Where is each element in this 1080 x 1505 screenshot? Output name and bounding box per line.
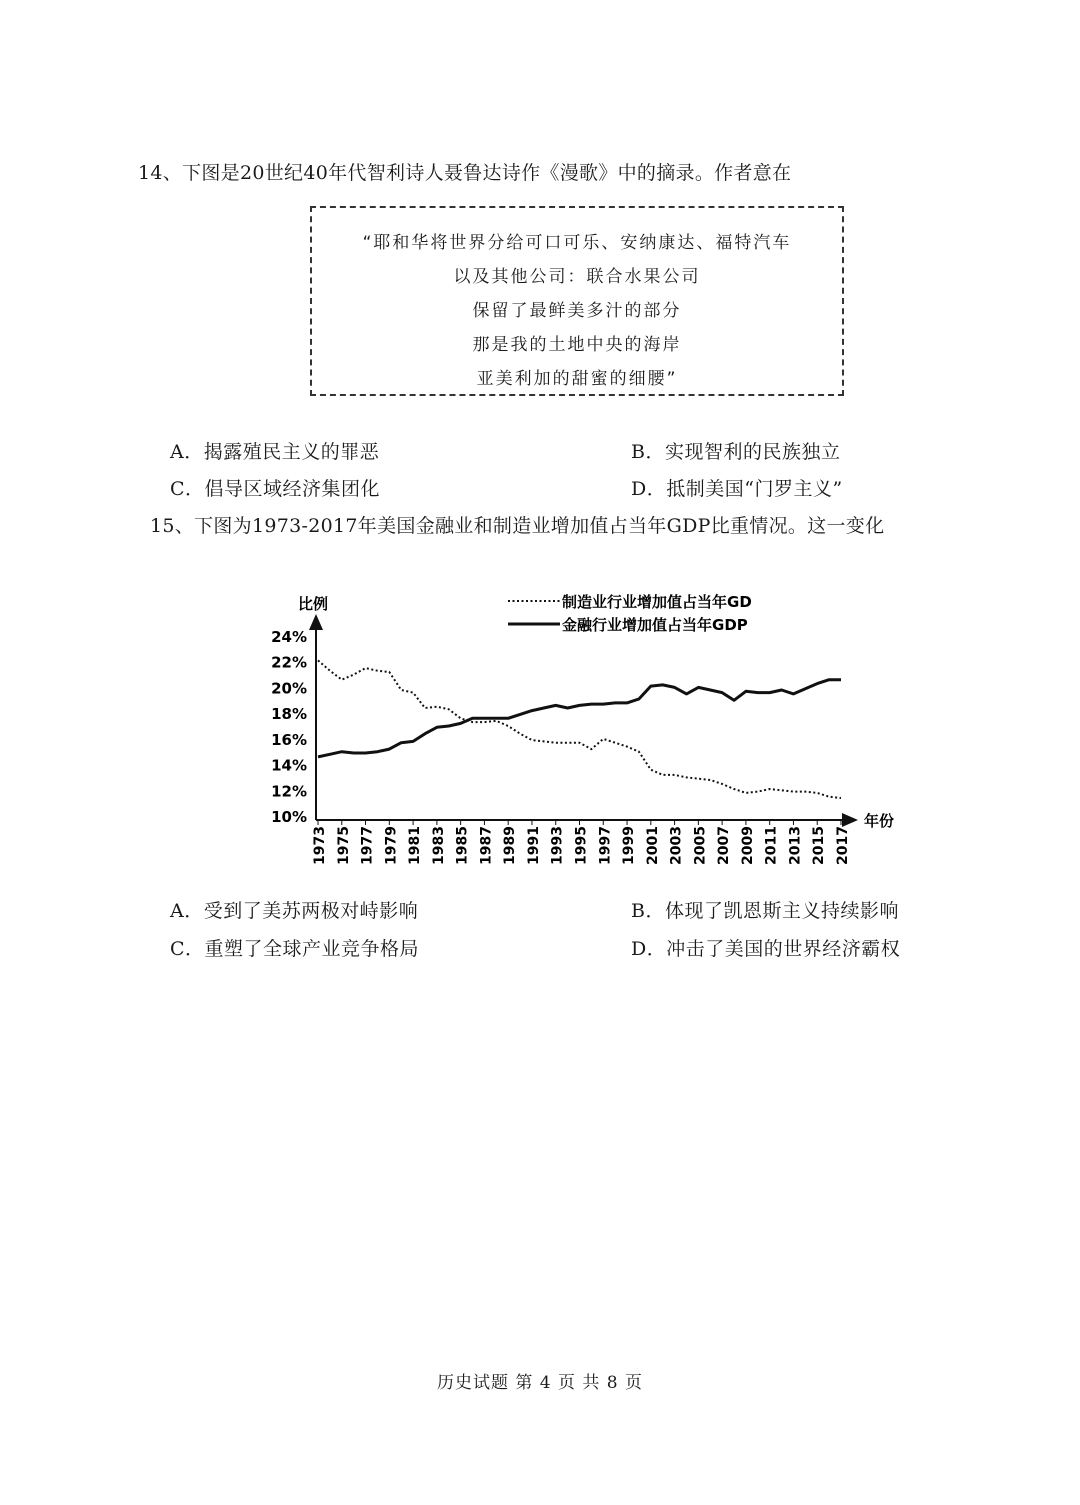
poem-line-3: 保留了最鲜美多汁的部分 xyxy=(472,301,682,321)
x-axis-label: 年份 xyxy=(864,812,895,830)
x-tick-label: 2009 xyxy=(739,826,756,865)
q15-option-a: A．受到了美苏两极对峙影响 xyxy=(170,900,419,922)
y-tick-label: 16% xyxy=(271,730,307,749)
y-tick-label: 20% xyxy=(271,679,307,698)
x-tick-label: 2001 xyxy=(644,826,661,865)
q15-stem: 15、下图为1973-2017年美国金融业和制造业增加值占当年GDP比重情况。这一变化 xyxy=(150,515,885,537)
x-tick-label: 1999 xyxy=(621,826,638,865)
x-tick-label: 2007 xyxy=(716,826,733,865)
q14-stem: 14、下图是20世纪40年代智利诗人聂鲁达诗作《漫歌》中的摘录。作者意在 xyxy=(138,162,792,184)
legend-label-2: 金融行业增加值占当年GDP xyxy=(562,616,748,634)
y-axis-arrow xyxy=(309,614,323,630)
y-tick-label: 24% xyxy=(271,628,307,646)
q14-option-a: A．揭露殖民主义的罪恶 xyxy=(170,441,380,463)
x-tick-label: 2003 xyxy=(668,826,685,865)
page-footer: 历史试题 第 4 页 共 8 页 xyxy=(436,1373,644,1393)
q15-option-b: B．体现了凯恩斯主义持续影响 xyxy=(631,900,899,922)
x-tick-label: 1989 xyxy=(502,826,519,865)
x-tick-labels xyxy=(312,820,851,865)
poem-line-2: 以及其他公司：联合水果公司 xyxy=(453,267,701,287)
y-tick-label: 12% xyxy=(271,782,307,801)
chart-axes xyxy=(309,614,858,827)
poem-line-5: 亚美利加的甜蜜的细腰” xyxy=(476,369,678,389)
y-axis-label: 比例 xyxy=(298,595,329,613)
x-tick-label: 1983 xyxy=(430,826,447,865)
q14-option-d: D．抵制美国“门罗主义” xyxy=(631,478,843,500)
y-tick-label: 18% xyxy=(271,705,307,724)
x-tick-label: 1977 xyxy=(359,826,376,865)
y-tick-label: 14% xyxy=(271,756,307,775)
poem-line-4: 那是我的土地中央的海岸 xyxy=(472,335,682,355)
q15-option-d: D．冲击了美国的世界经济霸权 xyxy=(631,938,901,960)
x-tick-label: 1973 xyxy=(312,826,328,865)
x-tick-label: 2011 xyxy=(763,826,780,865)
chart-legend xyxy=(508,593,752,634)
y-tick-labels xyxy=(271,628,307,826)
y-tick-label: 22% xyxy=(271,653,307,672)
poem-line-1: “耶和华将世界分给可口可乐、安纳康达、福特汽车 xyxy=(362,233,792,253)
x-tick-label: 1987 xyxy=(478,826,495,865)
q15-option-c: C．重塑了全球产业竞争格局 xyxy=(170,938,420,960)
chart-series xyxy=(318,660,841,798)
x-tick-label: 1997 xyxy=(597,826,614,865)
x-tick-label: 1991 xyxy=(525,826,542,865)
x-axis-arrow xyxy=(842,813,858,827)
x-tick-label: 1975 xyxy=(335,826,352,865)
q14-option-c: C．倡导区域经济集团化 xyxy=(170,478,381,500)
x-tick-label: 2013 xyxy=(787,826,804,865)
x-tick-label: 2017 xyxy=(835,826,851,865)
manufacturing-series-line xyxy=(318,660,841,798)
x-tick-label: 1993 xyxy=(549,826,566,865)
q14-option-b: B．实现智利的民族独立 xyxy=(631,441,841,463)
y-tick-label: 10% xyxy=(271,808,307,826)
legend-label-1: 制造业行业增加值占当年GD xyxy=(562,593,752,611)
x-tick-label: 2005 xyxy=(692,826,709,865)
x-tick-label: 2015 xyxy=(811,826,828,865)
x-tick-label: 1981 xyxy=(407,826,424,865)
x-tick-label: 1985 xyxy=(454,826,471,865)
finance-series-line xyxy=(318,680,841,757)
x-tick-label: 1979 xyxy=(383,826,400,865)
x-tick-label: 1995 xyxy=(573,826,590,865)
